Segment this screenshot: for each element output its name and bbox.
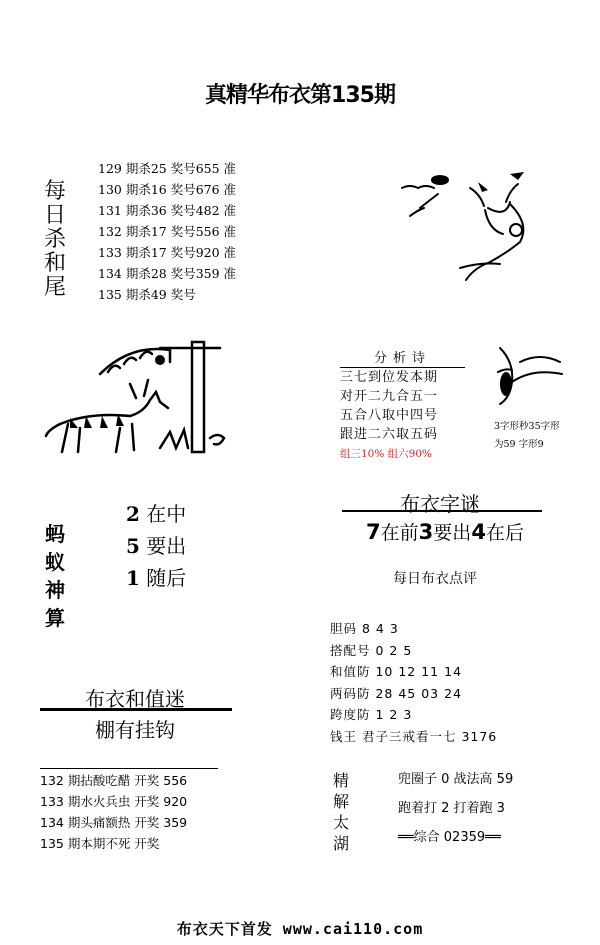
list-item: 134 期杀28 奖号359 准 [98, 266, 237, 281]
value-riddle-answer: 棚有挂钩 [95, 718, 175, 742]
list-item: 两码防 28 45 03 24 [330, 685, 463, 701]
deer-illustration [40, 338, 240, 463]
list-item: 129 期杀25 奖号655 准 [98, 161, 237, 176]
value-riddle-title: 布衣和值迷 [85, 687, 185, 711]
list-item: 1 随后 [126, 566, 187, 590]
group-probability-note: 组三10% 组六90% [340, 448, 433, 460]
list-item: 135 期本期不死 开奖 [40, 836, 160, 851]
divider [40, 768, 218, 769]
kill-section-label: 每 日 杀 和 尾 [43, 179, 66, 300]
divider [40, 708, 232, 711]
shape-note: 3字形秒35字形 为59 字形9 [494, 421, 560, 450]
list-item: 133 期水火兵虫 开奖 920 [40, 794, 188, 809]
bird-figure-illustration [390, 168, 560, 288]
divider [342, 510, 542, 512]
list-item: ══综合 02359══ [398, 830, 501, 845]
ant-section-label: 蚂 蚁 神 算 [45, 522, 65, 630]
poem-line: 五合八取中四号 [340, 408, 439, 423]
kill-list [98, 158, 236, 305]
list-item: 胆码 8 4 3 [330, 621, 399, 636]
list-item: 132 期拈酸吃醋 开奖 556 [40, 773, 188, 788]
list-item: 132 期杀17 奖号556 准 [98, 224, 237, 239]
list-item: 2 在中 [126, 502, 187, 526]
list-item: 和值防 10 12 11 14 [330, 664, 463, 679]
jie-section-label: 精 解 太 湖 [332, 771, 349, 853]
jie-lines [398, 765, 513, 852]
list-item: 跑着打 2 打着跑 3 [398, 801, 505, 816]
analysis-poem [340, 347, 465, 461]
list-item: 130 期杀16 奖号676 准 [98, 182, 237, 197]
list-item: 131 期杀36 奖号482 准 [98, 203, 237, 218]
list-item: 跨度防 1 2 3 [330, 707, 413, 722]
poem-line: 跟进二六取五码 [340, 427, 439, 442]
list-item: 兜圈子 0 战法高 59 [398, 772, 514, 787]
list-item: 钱王 君子三戒看一七 3176 [330, 728, 498, 744]
list-item: 134 期头痛额热 开奖 359 [40, 815, 188, 830]
list-item: 133 期杀17 奖号920 准 [98, 245, 237, 260]
poem-line: 三七到位发本期 [340, 370, 439, 385]
riddle-answer: 7在前3要出4在后 [366, 520, 524, 544]
review-stats [330, 618, 497, 747]
riddle-title: 布衣字谜 [400, 492, 480, 516]
footer-site: 布衣天下首发 www.cai110.com [176, 920, 424, 938]
list-item: 5 要出 [126, 534, 187, 558]
ant-predictions [126, 498, 186, 594]
list-item: 搭配号 0 2 5 [330, 642, 413, 658]
review-title: 每日布衣点评 [393, 571, 477, 587]
poem-line: 对开二九合五一 [340, 389, 439, 404]
page-title: 真精华布衣第135期 [205, 83, 395, 108]
list-item: 135 期杀49 奖号 [98, 287, 196, 302]
branch-illustration [490, 342, 570, 414]
poem-title: 分析诗 [340, 347, 465, 368]
value-riddle-history [40, 770, 187, 854]
